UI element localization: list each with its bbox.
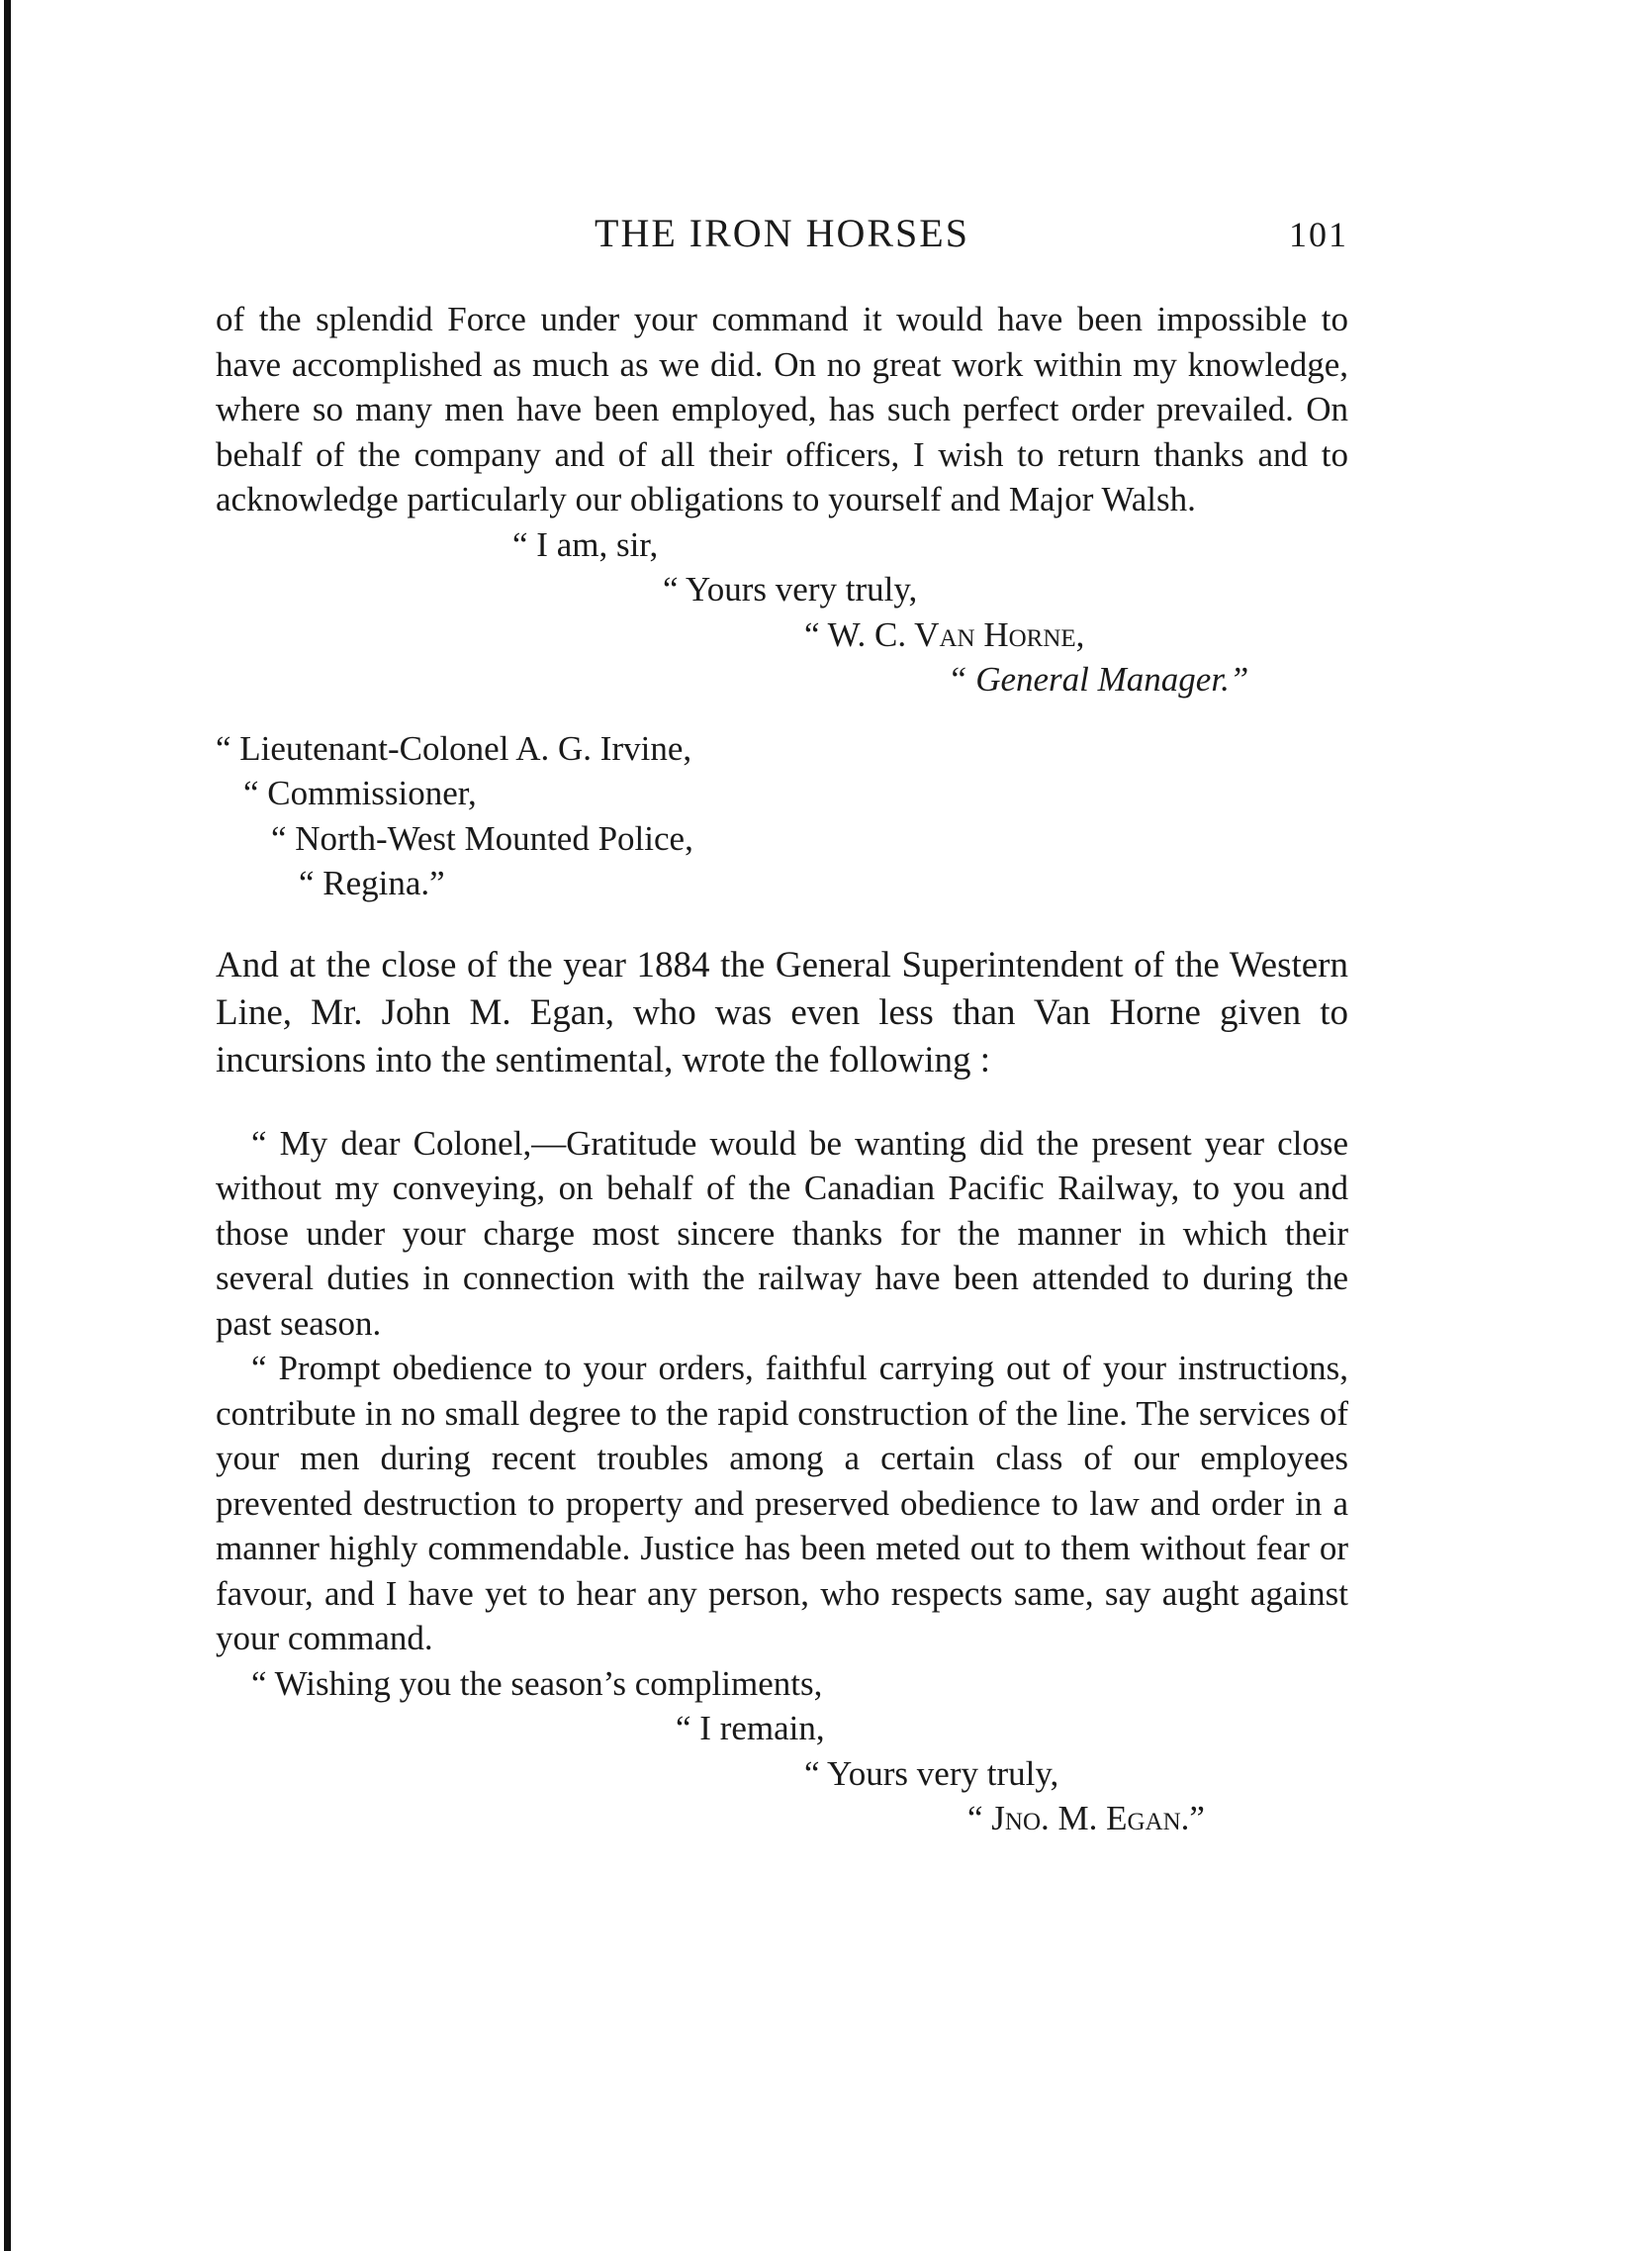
address-line: “ Lieutenant-Colonel A. G. Irvine, <box>216 728 692 768</box>
page-number: 101 <box>1289 215 1348 254</box>
signature-line: “ W. C. Van Horne, <box>804 614 1085 654</box>
letter1-body: of the splendid Force under your command it would have been impossible to have accomplished as much as we did. On no great work within my knowledge, where so many men have been employed, has such perfect order prevailed. On behalf of the company and of all their officers, I wish to return thanks and to acknowledge particularly our obligations to yourself and Major Walsh. <box>216 300 1348 518</box>
closing-line: “ I am, sir, <box>512 524 659 564</box>
signature-line: “ Jno. M. Egan.” <box>967 1799 1205 1837</box>
letter1-closing <box>216 522 1348 703</box>
page-body <box>216 297 1348 1841</box>
signature-title: “ General Manager.” <box>948 660 1249 699</box>
binding-edge <box>4 0 11 2251</box>
running-title: THE IRON HORSES <box>595 211 969 255</box>
letter2-paragraph: “ Wishing you the season’s compliments, <box>251 1663 823 1703</box>
closing-line: “ Yours very truly, <box>663 570 918 609</box>
address-line: “ Commissioner, <box>243 774 477 812</box>
letter2-closing <box>216 1706 1348 1841</box>
letter2-paragraph: “ My dear Colonel,—Gratitude would be wanting did the present year close without my conveying, on behalf of the Canadian Pacific Railway, to you and those under your charge most sincere thanks for the manner in which their several duties in connection with the railway have been attended to during the past season. <box>216 1123 1348 1343</box>
closing-line: “ I remain, <box>676 1709 825 1747</box>
narrative-paragraph: And at the close of the year 1884 the General Superintendent of the Western Line, Mr. John M. Egan, who was even less than Van Horne given to incursions into the sentimental, wrote the following : <box>216 944 1348 1080</box>
address-line: “ Regina.” <box>299 864 445 902</box>
address-line: “ North-West Mounted Police, <box>271 818 693 858</box>
closing-line: “ Yours very truly, <box>804 1753 1059 1793</box>
page-header <box>216 210 1348 269</box>
letter2 <box>216 1121 1348 1841</box>
letter2-paragraph: “ Prompt obedience to your orders, faithful carrying out of your instructions, contribute in no small degree to the rapid construction of the line. The services of your men during recent troubles among a certain class of our employees prevented destruction to property and preserved obedience to law and order in a manner highly commendable. Justice has been meted out to them without fear or favour, and I have yet to hear any person, who respects same, say aught against your command. <box>216 1349 1348 1657</box>
letter1-address <box>216 726 1348 906</box>
